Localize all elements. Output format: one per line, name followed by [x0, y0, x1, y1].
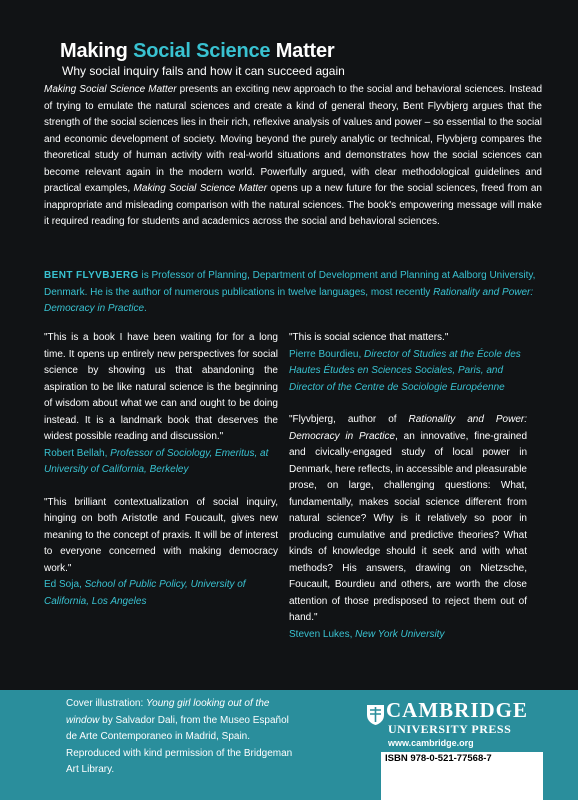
quote-bellah-attribution — [44, 446, 278, 479]
publisher-website: www.cambridge.org — [388, 738, 474, 748]
blurb-book-title: Making Social Science Matter — [44, 84, 177, 95]
lukes-text-1: "Flyvbjerg, author of — [289, 414, 409, 425]
author-recent-book: Rationality and Power: Democracy in Practice — [44, 286, 534, 314]
soja-name: Ed Soja, — [44, 579, 85, 590]
bourdieu-name: Pierre Bourdieu, — [289, 348, 365, 360]
soja-affiliation: School of Public Policy, University of California, Los Angeles — [44, 579, 246, 607]
author-bio — [44, 268, 542, 318]
publisher-subname: UNIVERSITY PRESS — [388, 722, 512, 736]
quote-lukes-attribution — [289, 627, 527, 644]
title-part-3: Matter — [270, 40, 335, 62]
lukes-affiliation: New York University — [355, 628, 445, 640]
lukes-name: Steven Lukes, — [289, 628, 356, 640]
author-text: is Professor of Planning, Department of Development and Planning at Aalborg University, Denmark. He is the author of numerous publications in twelve languages, most recently — [44, 270, 536, 298]
credit-text-2: by Salvador Dali, from the Museo Español de Arte Contemporaneo in Madrid, Spain. Reproduced with kind permission of the Bridgeman Art Library. — [66, 714, 293, 775]
blurb-book-title-2: Making Social Science Matter — [133, 183, 268, 194]
book-title — [60, 40, 335, 63]
quotes-left-column — [44, 330, 278, 610]
isbn-label: ISBN 978-0-521-77568-7 — [381, 752, 543, 766]
quote-bellah-text: "This is a book I have been waiting for for a long time. It opens up entirely new perspectives for social science by showing us that abandoning the aspiration to be like natural science is the beginning of wisdom about what we can and ought to be doing instead. It is a landmark book that deserves the widest possible reading and discussion." — [44, 332, 278, 442]
quote-bourdieu-attribution — [289, 347, 527, 397]
shield-icon — [366, 704, 385, 726]
book-subtitle: Why social inquiry fails and how it can succeed again — [62, 64, 345, 78]
quote-lukes-text — [289, 412, 527, 627]
bellah-name: Robert Bellah, — [44, 447, 111, 459]
barcode-area — [381, 766, 543, 800]
quote-bourdieu-text: "This is social science that matters." — [289, 332, 449, 343]
author-end: . — [144, 303, 147, 314]
title-part-1: Making — [60, 40, 134, 62]
title-part-2: Social Science — [133, 40, 271, 62]
lukes-text-2: , an innovative, fine-grained and civically-engaged study of local power in Denmark, here reflects, in accessible and pleasurable prose, on large, challenging questions: What, fundamentally, makes social science different from natural science? Why is it relatively so poor in producing cumulative and predictive theories? What kinds of knowledge should it seek and with what methods? His answers, drawing on Nietzsche, Foucault, Bourdieu and others, are worth the close attention of those predisposed to reject them out of hand." — [289, 430, 528, 623]
blurb-text-2: opens up a new future for the social sciences, freed from an inappropriate and misleading comparison with the natural sciences. The book's empowering message will make it required reading for students and academics across the social and behavioral sciences. — [44, 183, 542, 227]
quote-soja-text: "This brilliant contextualization of social inquiry, hinging on both Aristotle and Foucault, gives new meaning to the concept of praxis. It will be of interest to everyone concerned with making democracy work." — [44, 496, 278, 574]
credit-text-1: Cover illustration: — [66, 698, 147, 709]
author-name: BENT FLYVBJERG — [44, 270, 139, 281]
cover-credit — [66, 696, 298, 779]
bellah-affiliation: Professor of Sociology, Emeritus, at University of California, Berkeley — [44, 447, 269, 475]
blurb-paragraph — [44, 82, 542, 231]
footer-band — [0, 690, 578, 800]
bourdieu-affiliation: Director of Studies at the École des Hautes Études en Sciences Sociales, Paris, and Director of the Centre de Sociologie Européenne — [289, 348, 521, 393]
quotes-right-column — [289, 330, 527, 643]
blurb-text-1: presents an exciting new approach to the social and behavioral sciences. Instead of trying to emulate the natural sciences and create a kind of general theory, Bent Flyvbjerg argues that the strength of the social sciences lies in their rich, reflexive analysis of values and power – so essential to the social and economic development of society. Moving beyond the purely analytic or technical, Flyvbjerg compares the theoretical study of human activity with real-world situations and demonstrates how the social sciences can become relevant again in the modern world. Powerfully argued, with clear methodological guidelines and practical examples, — [44, 84, 542, 194]
publisher-name: CAMBRIDGE — [386, 698, 529, 722]
lukes-book: Rationality and Power: Democracy in Practice — [289, 414, 527, 442]
quote-soja-attribution — [44, 577, 278, 610]
credit-artwork-title: Young girl looking out of the window — [66, 698, 270, 726]
